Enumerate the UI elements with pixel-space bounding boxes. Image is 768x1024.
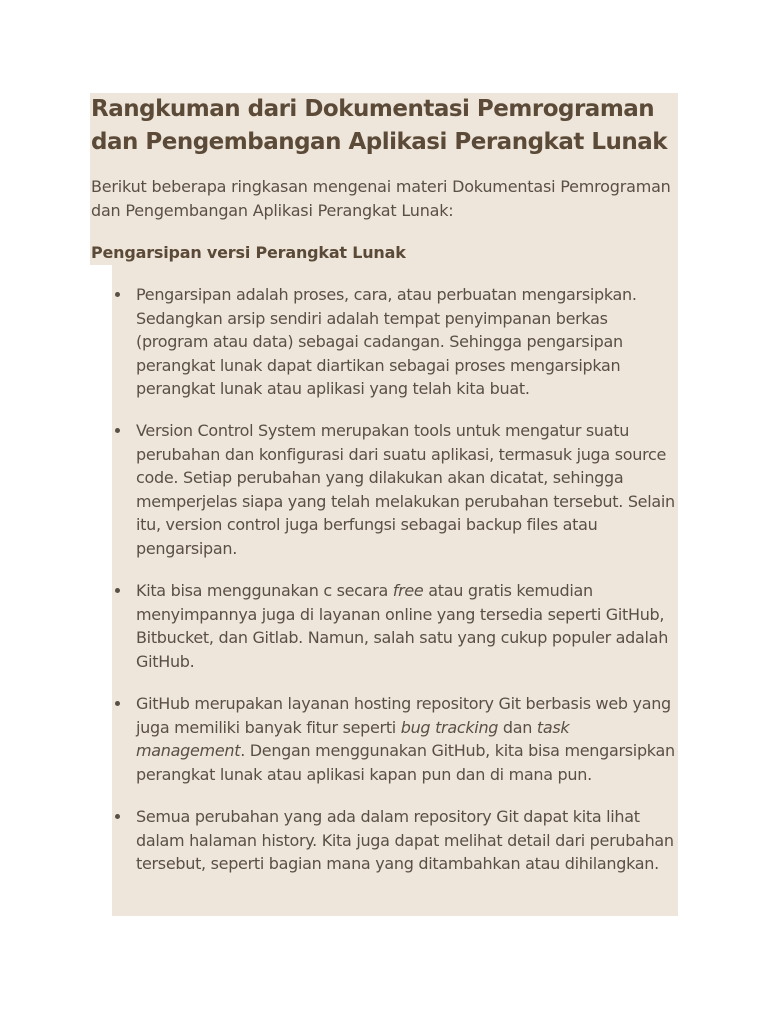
- italic-term: task management: [136, 717, 570, 761]
- page-title: Rangkuman dari Dokumentasi Pemrograman dan Pengembangan Aplikasi Perangkat Lunak: [91, 96, 668, 155]
- list-item-text: Version Control System merupakan tools untuk mengatur suatu perubahan dan konfigurasi dari suatu aplikasi, termasuk juga source code. Setiap perubahan yang dilakukan akan dicatat, sehingga memperjelas siapa yang telah melakukan perubahan tersebut. Selain itu, version control juga berfungsi sebagai backup files atau pengarsipan.: [136, 421, 675, 558]
- list-item-text-part: Kita bisa menggunakan c secara: [136, 581, 393, 600]
- bullet-icon: [115, 292, 120, 297]
- list-item: [136, 419, 681, 561]
- bullet-icon: [115, 428, 120, 433]
- list-item-text-part: dan: [498, 717, 537, 737]
- list-item: [136, 283, 681, 401]
- bullet-icon: [115, 814, 120, 819]
- italic-term: bug tracking: [400, 717, 499, 737]
- list-item: [136, 692, 681, 786]
- list-item-text-part: atau gratis kemudian menyimpannya juga di layanan online yang tersedia seperti GitHub, Bitbucket, dan Gitlab. Namun, salah satu yang cukup populer adalah GitHub.: [136, 581, 669, 671]
- section-heading: Pengarsipan versi Perangkat Lunak: [91, 243, 406, 262]
- list-item: [136, 579, 681, 673]
- bullet-icon: [115, 701, 120, 706]
- list-item-text: Semua perubahan yang ada dalam repository Git dapat kita lihat dalam halaman history. Kita juga dapat melihat detail dari perubahan tersebut, seperti bagian mana yang ditambahkan atau dihilangkan.: [136, 807, 674, 874]
- list-item: [136, 805, 681, 876]
- list-item-text-part: GitHub merupakan layanan hosting repository Git berbasis web yang juga memiliki banyak fitur seperti: [136, 694, 671, 737]
- italic-term: free: [392, 581, 424, 600]
- bullet-icon: [115, 588, 120, 593]
- list-item-text: Pengarsipan adalah proses, cara, atau perbuatan mengarsipkan. Sedangkan arsip sendiri adalah tempat penyimpanan berkas (program atau data) sebagai cadangan. Sehingga pengarsipan perangkat lunak dapat diartikan sebagai proses mengarsipkan perangkat lunak atau aplikasi yang telah kita buat.: [136, 285, 637, 399]
- intro-paragraph: Berikut beberapa ringkasan mengenai materi Dokumentasi Pemrograman dan Pengembangan Aplikasi Perangkat Lunak:: [91, 177, 671, 220]
- list-item-text-part: . Dengan menggunakan GitHub, kita bisa mengarsipkan perangkat lunak atau aplikasi kapan pun dan di mana pun.: [136, 741, 675, 784]
